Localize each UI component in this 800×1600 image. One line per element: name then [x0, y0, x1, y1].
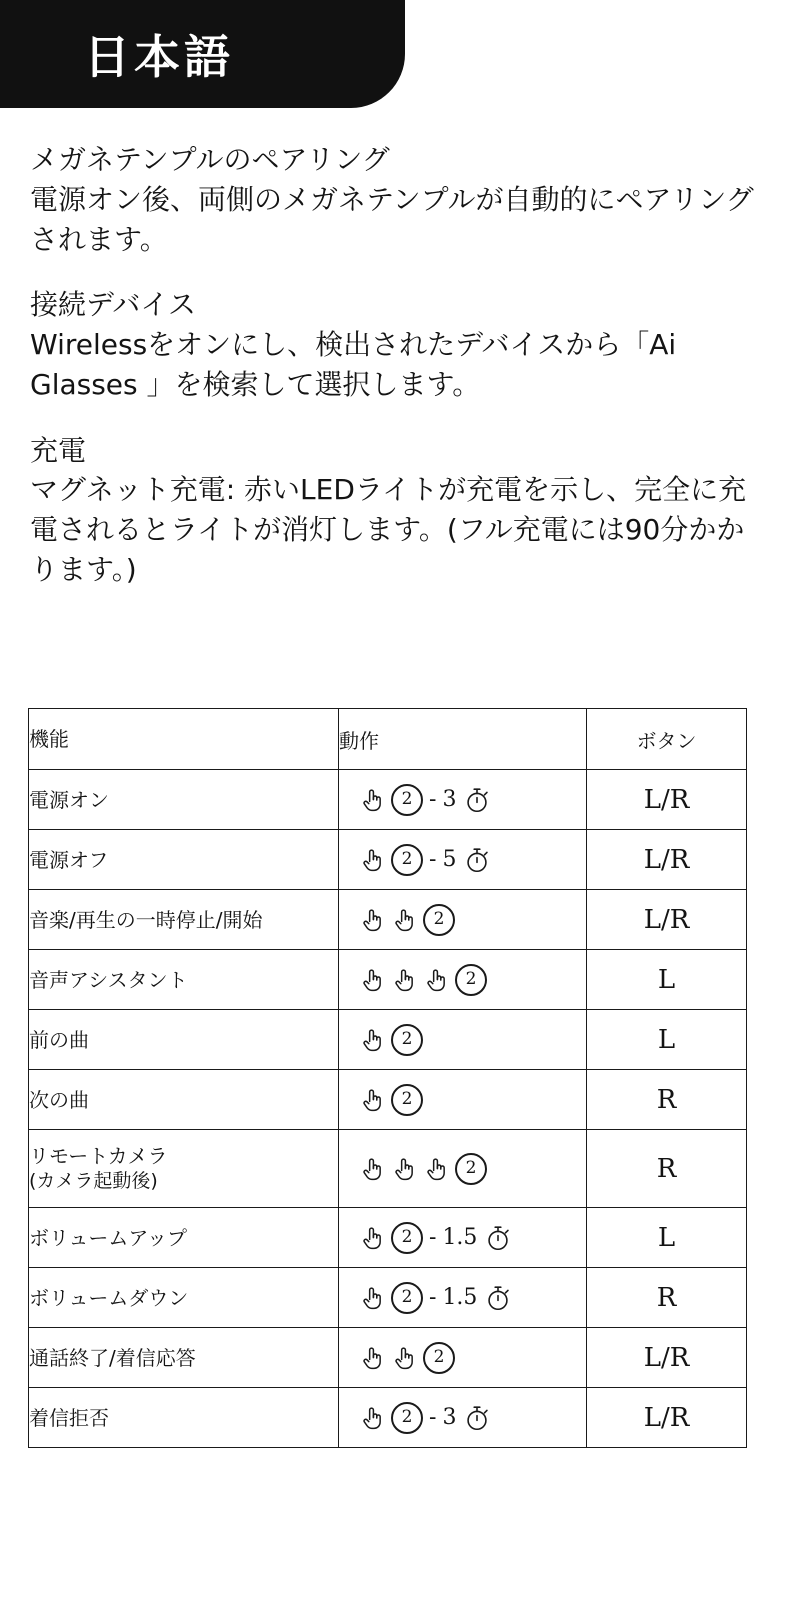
- action-glyph-group: [339, 964, 586, 996]
- tap-hand-icon: [389, 965, 419, 995]
- stopwatch-icon: [462, 845, 492, 875]
- hold-seconds-value: 3: [442, 787, 457, 812]
- cell-function: [29, 1070, 339, 1130]
- function-label: 次の曲: [29, 1087, 89, 1112]
- controls-table: [28, 708, 747, 1448]
- cell-button: L: [587, 1010, 747, 1070]
- cell-function: [29, 1328, 339, 1388]
- tap-count-group: [357, 1223, 387, 1253]
- cell-button: L/R: [587, 1328, 747, 1388]
- column-header-function: 機能: [29, 709, 339, 770]
- cell-button: L/R: [587, 890, 747, 950]
- dash-separator: -: [429, 1225, 437, 1250]
- table-row: [29, 1070, 747, 1130]
- cell-action: [339, 950, 587, 1010]
- circled-two-icon: 2: [391, 1024, 423, 1056]
- hold-seconds-value: 3: [442, 1405, 457, 1430]
- cell-function: [29, 1388, 339, 1448]
- section-charging-body: マグネット充電: 赤いLEDライトが充電を示し、完全に充電されるとライトが消灯します。(フル充電には90分かかります。): [30, 473, 747, 586]
- page-title: 日本語: [84, 30, 234, 84]
- tap-hand-icon: [357, 845, 387, 875]
- cell-button: L/R: [587, 770, 747, 830]
- tap-hand-icon: [389, 905, 419, 935]
- cell-button: L/R: [587, 830, 747, 890]
- function-label: 前の曲: [29, 1027, 89, 1052]
- cell-function: [29, 830, 339, 890]
- tap-count-group: [357, 1343, 419, 1373]
- action-glyph-group: [339, 1282, 586, 1314]
- circled-two-icon: 2: [391, 844, 423, 876]
- action-glyph-group: [339, 1402, 586, 1434]
- cell-action: [339, 890, 587, 950]
- section-connection: [30, 285, 770, 404]
- cell-button: R: [587, 1130, 747, 1208]
- action-glyph-group: [339, 904, 586, 936]
- section-pairing-body: 電源オン後、両側のメガネテンプルが自動的にペアリングされます。: [30, 182, 754, 256]
- cell-action: [339, 1208, 587, 1268]
- circled-two-icon: 2: [391, 1084, 423, 1116]
- dash-separator: -: [429, 787, 437, 812]
- stopwatch-icon: [462, 1403, 492, 1433]
- circled-two-icon: 2: [391, 1282, 423, 1314]
- language-header-banner: [0, 0, 405, 108]
- action-glyph-group: [339, 1222, 586, 1254]
- cell-function: [29, 1010, 339, 1070]
- tap-count-group: [357, 1085, 387, 1115]
- function-label: 通話終了/着信応答: [29, 1345, 196, 1370]
- cell-button: L: [587, 950, 747, 1010]
- function-sublabel: (カメラ起動後): [29, 1170, 158, 1193]
- section-pairing: [30, 140, 770, 259]
- tap-count-group: [357, 965, 451, 995]
- circled-two-icon: 2: [391, 1222, 423, 1254]
- tap-hand-icon: [421, 1154, 451, 1184]
- section-charging-heading: 充電: [30, 433, 87, 467]
- cell-function: [29, 1268, 339, 1328]
- tap-hand-icon: [357, 1025, 387, 1055]
- section-charging: [30, 431, 770, 590]
- table-row: [29, 830, 747, 890]
- column-header-action: 動作: [339, 709, 587, 770]
- tap-hand-icon: [357, 1085, 387, 1115]
- cell-button: L/R: [587, 1388, 747, 1448]
- tap-hand-icon: [357, 965, 387, 995]
- circled-two-icon: 2: [391, 784, 423, 816]
- action-glyph-group: [339, 1024, 586, 1056]
- stopwatch-icon: [483, 1223, 513, 1253]
- tap-hand-icon: [421, 965, 451, 995]
- tap-hand-icon: [357, 1283, 387, 1313]
- tap-hand-icon: [357, 1223, 387, 1253]
- function-label: 着信拒否: [29, 1405, 109, 1430]
- cell-action: [339, 1268, 587, 1328]
- section-pairing-heading: メガネテンプルのペアリング: [30, 143, 390, 176]
- tap-count-group: [357, 1403, 387, 1433]
- tap-hand-icon: [357, 905, 387, 935]
- section-connection-body: Wirelessをオンにし、検出されたデバイスから「Ai Glasses 」を検索して選択します。: [30, 328, 677, 401]
- table-row: [29, 950, 747, 1010]
- dash-separator: -: [429, 847, 437, 872]
- cell-button: R: [587, 1268, 747, 1328]
- cell-function: [29, 890, 339, 950]
- function-label: 音楽/再生の一時停止/開始: [29, 907, 263, 932]
- cell-button: L: [587, 1208, 747, 1268]
- table-body: [29, 770, 747, 1448]
- table-row: [29, 1010, 747, 1070]
- cell-action: [339, 1130, 587, 1208]
- cell-action: [339, 1010, 587, 1070]
- cell-action: [339, 770, 587, 830]
- tap-hand-icon: [357, 1403, 387, 1433]
- action-glyph-group: [339, 784, 586, 816]
- function-label: ボリュームアップ: [29, 1225, 187, 1250]
- tap-count-group: [357, 1283, 387, 1313]
- function-label: 電源オン: [29, 787, 109, 812]
- cell-function: [29, 950, 339, 1010]
- table-row: [29, 1388, 747, 1448]
- tap-count-group: [357, 845, 387, 875]
- hold-seconds-value: 1.5: [442, 1285, 478, 1310]
- action-glyph-group: [339, 844, 586, 876]
- tap-hand-icon: [357, 1154, 387, 1184]
- dash-separator: -: [429, 1285, 437, 1310]
- function-label: ボリュームダウン: [29, 1285, 189, 1310]
- tap-hand-icon: [389, 1154, 419, 1184]
- table-row: [29, 770, 747, 830]
- stopwatch-icon: [483, 1283, 513, 1313]
- table-header-row: [29, 709, 747, 770]
- cell-action: [339, 1070, 587, 1130]
- tap-count-group: [357, 905, 419, 935]
- circled-two-icon: 2: [423, 1342, 455, 1374]
- instructions-content: [30, 140, 770, 616]
- tap-hand-icon: [389, 1343, 419, 1373]
- cell-function: [29, 770, 339, 830]
- dash-separator: -: [429, 1405, 437, 1430]
- table-row: [29, 1130, 747, 1208]
- table-row: [29, 1208, 747, 1268]
- tap-count-group: [357, 785, 387, 815]
- table-header: [29, 709, 747, 770]
- table-row: [29, 1328, 747, 1388]
- action-glyph-group: [339, 1084, 586, 1116]
- table-row: [29, 890, 747, 950]
- action-glyph-group: [339, 1153, 586, 1185]
- cell-action: [339, 1328, 587, 1388]
- table-row: [29, 1268, 747, 1328]
- function-label: リモートカメラ: [29, 1144, 168, 1169]
- controls-table-container: [28, 708, 746, 1448]
- hold-seconds-value: 5: [442, 847, 457, 872]
- circled-two-icon: 2: [423, 904, 455, 936]
- tap-hand-icon: [357, 785, 387, 815]
- circled-two-icon: 2: [455, 1153, 487, 1185]
- circled-two-icon: 2: [455, 964, 487, 996]
- tap-count-group: [357, 1154, 451, 1184]
- cell-function: [29, 1130, 339, 1208]
- stopwatch-icon: [462, 785, 492, 815]
- cell-function: [29, 1208, 339, 1268]
- function-label: 音声アシスタント: [29, 967, 188, 992]
- circled-two-icon: 2: [391, 1402, 423, 1434]
- cell-action: [339, 1388, 587, 1448]
- tap-count-group: [357, 1025, 387, 1055]
- action-glyph-group: [339, 1342, 586, 1374]
- tap-hand-icon: [357, 1343, 387, 1373]
- cell-button: R: [587, 1070, 747, 1130]
- column-header-button: ボタン: [587, 709, 747, 770]
- hold-seconds-value: 1.5: [442, 1225, 478, 1250]
- section-connection-heading: 接続デバイス: [30, 288, 197, 322]
- cell-action: [339, 830, 587, 890]
- function-label: 電源オフ: [29, 847, 109, 872]
